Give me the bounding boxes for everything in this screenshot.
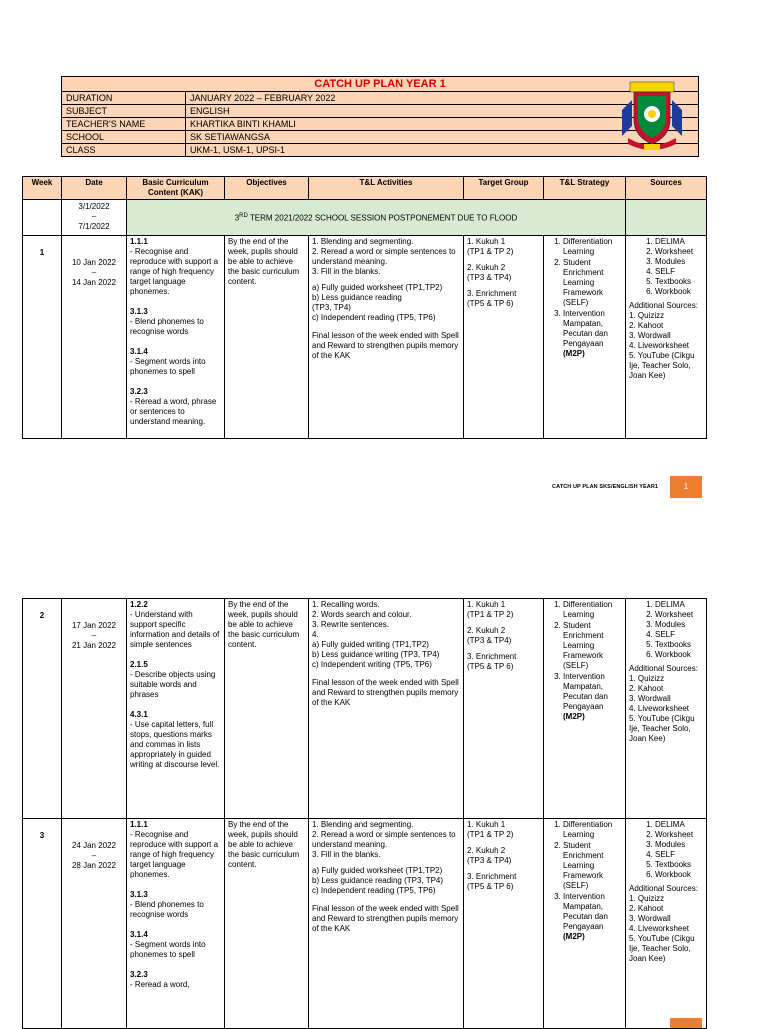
week-number: 2 [23,599,62,819]
strategy-item [563,672,622,722]
strategy-item-text: Intervention Mampatan, Pecutan dan Pengayaan [563,892,608,931]
strategy-item: 2. Student Enrichment Learning Framework (SELF) [563,841,622,891]
col-target-group: Target Group [464,177,544,200]
additional-source: 5. YouTube (Cikgu Ije, Teacher Solo, Joan Kee) [629,934,695,963]
target-group-cell [464,819,544,1029]
additional-source: 5. YouTube (Cikgu Ije, Teacher Solo, Joan Kee) [629,351,695,380]
activities-cell [309,599,464,819]
strategy-m2p: (M2P) [563,932,585,941]
strategy-item [563,309,622,359]
strategy-m2p: (M2P) [563,712,585,721]
strategy-item: 1. Differentiation Learning [563,820,622,840]
strategy-item-text: Intervention Mampatan, Pecutan dan Pengayaan [563,672,608,711]
kak-code: 3.1.4 [130,347,148,356]
sources-cell [626,599,707,819]
date-to: 21 Jan 2022 [71,641,117,650]
date-from: 10 Jan 2022 [71,258,117,267]
date-dash: – [91,631,97,640]
teacher-value: KHARTIKA BINTI KHAMLI [186,118,699,131]
source-item: 5. Textbooks [655,860,703,870]
strategy-cell [544,819,626,1029]
plan-table-page-2 [22,598,707,1029]
strategy-item-text: Intervention Mampatan, Pecutan dan Pengayaan [563,309,608,348]
date-dash: – [91,268,97,277]
kak-code: 3.1.4 [130,930,148,939]
col-sources: Sources [626,177,707,200]
kak-text: - Segment words into phonemes to spell [130,357,206,376]
class-label: CLASS [62,144,186,157]
week-dates [62,236,127,439]
additional-source: 1. Quizizz [629,894,665,903]
kak-text: - Describe objects using suitable words and phrases [130,670,216,699]
notice-date-from: 3/1/2022 [78,202,110,211]
kak-code: 3.2.3 [130,970,148,979]
activities-final: Final lesson of the week ended with Spell and Reward to strengthen pupils memory of the KAK [312,678,459,707]
activities-cell [309,819,464,1029]
target-item: 1. Kukuh 1 (TP1 & TP 2) [467,600,514,619]
source-item: 3. Modules [655,840,703,850]
activities-sub: a) Fully guided worksheet (TP1,TP2) b) Less guidance reading (TP3, TP4) c) Independent reading (TP5, TP6) [312,866,444,895]
source-item: 4. SELF [655,850,703,860]
kak-cell [127,599,225,819]
kak-text: - Segment words into phonemes to spell [130,940,206,959]
source-item: 3. Modules [655,257,703,267]
date-from: 17 Jan 2022 [71,621,117,630]
kak-text: - Use capital letters, full stops, questions marks and commas in lists appropriately in guided writing at discourse level. [130,720,220,769]
kak-cell [127,819,225,1029]
activities-steps: 1. Blending and segmenting. 2. Reread a word or simple sentences to understand meaning. 3. Fill in the blanks. [312,237,456,276]
source-item: 1. DELIMA [655,820,703,830]
source-item: 6. Workbook [655,870,703,880]
source-item: 1. DELIMA [655,600,703,610]
strategy-cell [544,236,626,439]
additional-source: 2. Kahoot [629,684,664,693]
duration-value: JANUARY 2022 – FEBRUARY 2022 [186,92,699,105]
week-number: 1 [23,236,62,439]
week-2-row [23,599,707,819]
source-item: 5. Textbooks [655,640,703,650]
school-label: SCHOOL [62,131,186,144]
strategy-cell [544,599,626,819]
flood-notice [127,200,626,236]
objective-cell: By the end of the week, pupils should be able to achieve the basic curriculum content. [225,819,309,1029]
sources-cell [626,819,707,1029]
objective-cell: By the end of the week, pupils should be able to achieve the basic curriculum content. [225,236,309,439]
page-number-marker [670,1018,702,1028]
additional-source: 1. Quizizz [629,311,665,320]
target-group-cell [464,236,544,439]
activities-sub: a) Fully guided worksheet (TP1,TP2) b) Less guidance reading (TP3, TP4) c) Independent reading (TP5, TP6) [312,283,443,322]
source-item: 6. Workbook [655,287,703,297]
col-strategy: T&L Strategy [544,177,626,200]
date-to: 14 Jan 2022 [71,278,117,287]
activities-steps: 1. Blending and segmenting. 2. Reread a word or simple sentences to understand meaning. 3. Fill in the blanks. [312,820,456,859]
additional-source: 4. Liveworksheet [629,341,690,350]
additional-sources-title: Additional Sources: [629,664,698,673]
target-item: 3. Enrichment (TP5 & TP 6) [467,872,517,891]
additional-sources-title: Additional Sources: [629,884,698,893]
footer-text: CATCH UP PLAN SKS/ENGLISH YEAR1 [552,484,659,490]
source-item: 2. Worksheet [655,247,703,257]
kak-text: - Reread a word, phrase or sentences to understand meaning. [130,397,217,426]
activities-sub: a) Fully guided writing (TP1,TP2) b) Less guidance writing (TP3, TP4) c) Independent writing (TP5, TP6) [312,640,440,669]
week-1-row [23,236,707,439]
additional-source: 2. Kahoot [629,321,664,330]
week-dates [62,599,127,819]
page-number: 1 [670,476,702,498]
school-crest-logo [622,80,682,152]
kak-code: 1.1.1 [130,820,148,829]
target-item: 2. Kukuh 2 (TP3 & TP4) [467,263,512,282]
teacher-label: TEACHER'S NAME [62,118,186,131]
target-item: 2. Kukuh 2 (TP3 & TP4) [467,846,512,865]
kak-code: 3.1.3 [130,890,148,899]
activities-steps: 1. Recalling words. 2. Words search and colour. 3. Rewrite sentences. 4. [312,600,412,639]
col-date: Date [62,177,127,200]
target-item: 1. Kukuh 1 (TP1 & TP 2) [467,820,514,839]
source-item: 4. SELF [655,630,703,640]
objective-cell: By the end of the week, pupils should be able to achieve the basic curriculum content. [225,599,309,819]
additional-source: 5. YouTube (Cikgu Ije, Teacher Solo, Joan Kee) [629,714,695,743]
activities-final: Final lesson of the week ended with Spell and Reward to strengthen pupils memory of the KAK [312,904,459,933]
notice-dash: – [91,212,97,221]
strategy-item: 1. Differentiation Learning [563,600,622,620]
source-item: 4. SELF [655,267,703,277]
target-item: 1. Kukuh 1 (TP1 & TP 2) [467,237,514,256]
duration-label: DURATION [62,92,186,105]
target-item: 3. Enrichment (TP5 & TP 6) [467,289,517,308]
source-item: 6. Workbook [655,650,703,660]
source-item: 3. Modules [655,620,703,630]
date-from: 24 Jan 2022 [71,841,117,850]
week-number: 3 [23,819,62,1029]
kak-cell [127,236,225,439]
plan-table-page-1 [22,176,707,439]
col-activities: T&L Activities [309,177,464,200]
header-info-table [61,76,699,157]
additional-source: 3. Wordwall [629,331,671,340]
source-item: 2. Worksheet [655,830,703,840]
flood-notice-row [23,200,707,236]
notice-ordinal-suffix: RD [239,213,248,220]
additional-source: 3. Wordwall [629,914,671,923]
col-kak: Basic Curriculum Content (KAK) [127,177,225,200]
notice-date-to: 7/1/2022 [78,222,110,231]
source-item: 5. Textbooks [655,277,703,287]
kak-code: 3.1.3 [130,307,148,316]
additional-source: 3. Wordwall [629,694,671,703]
target-item: 3. Enrichment (TP5 & TP 6) [467,652,517,671]
plan-title: CATCH UP PLAN YEAR 1 [62,77,699,92]
kak-text: - Blend phonemes to recognise words [130,900,204,919]
kak-code: 2.1.5 [130,660,148,669]
activities-cell [309,236,464,439]
activities-final: Final lesson of the week ended with Spell and Reward to strengthen pupils memory of the KAK [312,331,459,360]
additional-sources-title: Additional Sources: [629,301,698,310]
notice-text: TERM 2021/2022 SCHOOL SESSION POSTPONEMENT DUE TO FLOOD [247,213,518,223]
col-week: Week [23,177,62,200]
col-objectives: Objectives [225,177,309,200]
kak-code: 1.2.2 [130,600,148,609]
kak-text: - Recognise and reproduce with support a range of high frequency target language phonemes. [130,247,219,296]
additional-source: 2. Kahoot [629,904,664,913]
date-to: 28 Jan 2022 [71,861,117,870]
kak-text: - Recognise and reproduce with support a range of high frequency target language phonemes. [130,830,219,879]
school-value: SK SETIAWANGSA [186,131,699,144]
notice-ordinal: 3 [234,213,240,223]
additional-source: 4. Liveworksheet [629,704,690,713]
source-item: 2. Worksheet [655,610,703,620]
additional-source: 1. Quizizz [629,674,665,683]
kak-code: 4.3.1 [130,710,148,719]
kak-text: - Understand with support specific information and details of simple sentences [130,610,220,649]
sources-cell [626,236,707,439]
week-dates [62,819,127,1029]
strategy-item: 2. Student Enrichment Learning Framework (SELF) [563,621,622,671]
date-dash: – [91,851,97,860]
kak-text: - Reread a word, [130,980,190,989]
target-group-cell [464,599,544,819]
strategy-m2p: (M2P) [563,349,585,358]
kak-code: 1.1.1 [130,237,148,246]
additional-source: 4. Liveworksheet [629,924,690,933]
subject-label: SUBJECT [62,105,186,118]
strategy-item [563,892,622,942]
kak-text: - Blend phonemes to recognise words [130,317,204,336]
class-value: UKM-1, USM-1, UPSI-1 [186,144,699,157]
source-item: 1. DELIMA [655,237,703,247]
subject-value: ENGLISH [186,105,699,118]
strategy-item: 2. Student Enrichment Learning Framework (SELF) [563,258,622,308]
strategy-item: 1. Differentiation Learning [563,237,622,257]
kak-code: 3.2.3 [130,387,148,396]
week-3-row [23,819,707,1029]
target-item: 2. Kukuh 2 (TP3 & TP4) [467,626,512,645]
